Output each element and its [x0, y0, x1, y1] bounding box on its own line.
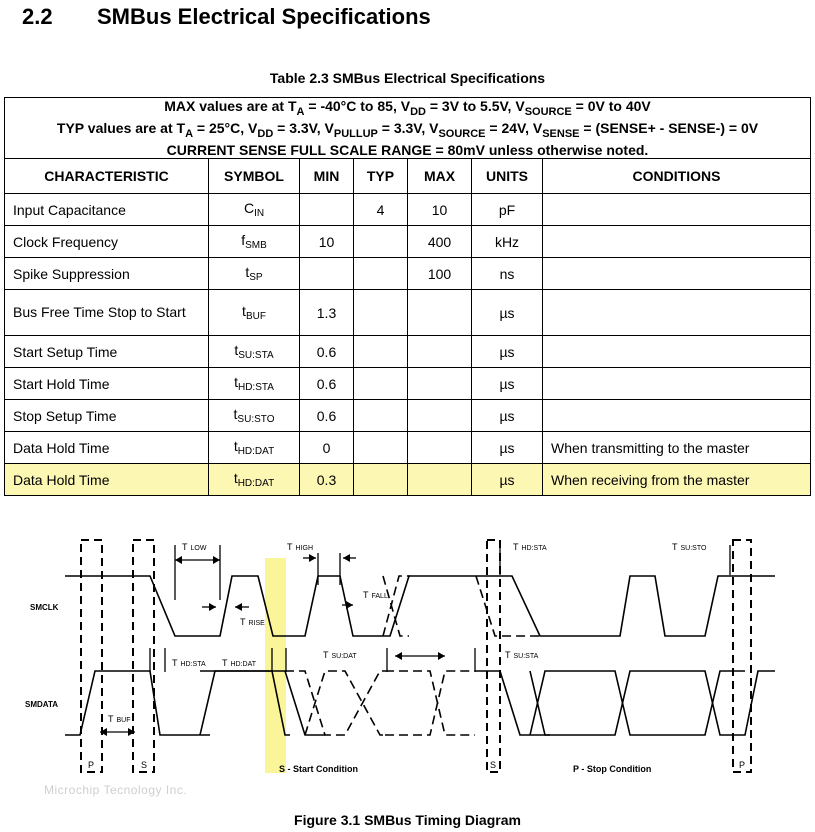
conditions-note	[5, 98, 811, 159]
conditions-subscript: SENSE	[542, 128, 580, 140]
units-cell: µs	[472, 432, 543, 464]
symbol-base: t	[233, 438, 238, 454]
t-hd-sta-top-label: T HD:STA	[513, 542, 547, 552]
conditions-cell: When transmitting to the master	[543, 432, 811, 464]
conditions-text: = 3.3V, V	[377, 120, 439, 136]
min-cell	[300, 258, 354, 290]
t-high-label: T HIGH	[287, 542, 313, 552]
column-header: MIN	[300, 159, 354, 194]
units-cell: µs	[472, 368, 543, 400]
symbol-cell	[209, 336, 300, 368]
table-row	[5, 368, 811, 400]
marker-s-right: S	[490, 760, 497, 770]
table-row	[5, 194, 811, 226]
typ-cell	[354, 464, 408, 496]
conditions-text: = 24V, V	[485, 120, 543, 136]
conditions-subscript: A	[185, 128, 194, 140]
symbol-subscript: BUF	[245, 311, 266, 322]
conditions-cell	[543, 336, 811, 368]
characteristic-cell: Stop Setup Time	[5, 400, 209, 432]
t-fall-label: T FALL	[363, 590, 388, 600]
t-rise-label: T RISE	[240, 617, 265, 627]
typ-cell	[354, 226, 408, 258]
t-hd-dat-label: T HD:DAT	[222, 658, 257, 668]
table-row	[5, 400, 811, 432]
typ-cell	[354, 368, 408, 400]
symbol-subscript: HD:DAT	[237, 446, 275, 457]
conditions-cell	[543, 290, 811, 336]
t-su-sto-label: T SU:STO	[672, 542, 707, 552]
max-cell	[408, 432, 472, 464]
marker-p-left: P	[88, 760, 95, 770]
symbol-base: t	[242, 303, 246, 319]
marker-s-left: S	[141, 760, 148, 770]
spec-table	[4, 97, 811, 496]
symbol-base: t	[234, 374, 238, 390]
min-cell: 0.3	[300, 464, 354, 496]
header-row	[5, 159, 811, 194]
highlight-band	[265, 558, 286, 773]
max-cell	[408, 336, 472, 368]
symbol-subscript: HD:STA	[237, 382, 274, 393]
symbol-subscript: HD:DAT	[237, 478, 275, 489]
conditions-subscript: SOURCE	[524, 106, 572, 118]
symbol-subscript: SMB	[245, 240, 267, 251]
conditions-text: = 25°C, V	[193, 120, 258, 136]
smclk-label: SMCLK	[30, 603, 59, 612]
conditions-subscript: DD	[410, 106, 426, 118]
t-hd-sta-label: T HD:STA	[172, 658, 206, 668]
symbol-base: t	[234, 342, 239, 358]
smdata-waveform	[65, 671, 775, 735]
conditions-line	[13, 142, 802, 158]
smclk-waveform	[65, 576, 775, 636]
symbol-base: C	[243, 200, 255, 216]
characteristic-cell: Input Capacitance	[5, 194, 209, 226]
conditions-line	[13, 98, 802, 120]
characteristic-cell: Clock Frequency	[5, 226, 209, 258]
symbol-subscript: SU:STA	[238, 350, 274, 361]
section-heading	[22, 4, 431, 30]
conditions-text: = -40°C to 85, V	[304, 98, 411, 114]
table-row	[5, 290, 811, 336]
column-header: UNITS	[472, 159, 543, 194]
units-cell: kHz	[472, 226, 543, 258]
conditions-text: TYP values are at T	[56, 120, 186, 136]
smdata-label: SMDATA	[25, 700, 59, 709]
units-cell: µs	[472, 290, 543, 336]
conditions-text: = 0V to 40V	[571, 98, 651, 114]
units-cell: pF	[472, 194, 543, 226]
typ-cell	[354, 336, 408, 368]
column-header: MAX	[408, 159, 472, 194]
symbol-subscript: SU:STO	[237, 414, 275, 425]
max-cell: 400	[408, 226, 472, 258]
typ-cell	[354, 258, 408, 290]
min-cell: 0.6	[300, 336, 354, 368]
characteristic-cell: Bus Free Time Stop to Start	[5, 290, 209, 336]
max-cell	[408, 368, 472, 400]
symbol-cell	[209, 226, 300, 258]
characteristic-cell: Start Setup Time	[5, 336, 209, 368]
units-cell: ns	[472, 258, 543, 290]
conditions-cell	[543, 258, 811, 290]
conditions-text: = 3.3V, V	[273, 120, 334, 136]
characteristic-cell: Start Hold Time	[5, 368, 209, 400]
min-cell: 0.6	[300, 368, 354, 400]
max-cell	[408, 464, 472, 496]
stop-condition-caption: P - Stop Condition	[573, 764, 652, 774]
t-low-label: T LOW	[182, 542, 207, 552]
symbol-base: t	[245, 264, 250, 280]
table-row	[5, 258, 811, 290]
conditions-cell	[543, 194, 811, 226]
conditions-subscript: SOURCE	[438, 128, 486, 140]
symbol-base: f	[241, 232, 246, 248]
conditions-cell	[543, 226, 811, 258]
table-row	[5, 336, 811, 368]
conditions-subscript: DD	[257, 128, 274, 140]
column-header: SYMBOL	[209, 159, 300, 194]
t-su-dat-label: T SU:DAT	[323, 650, 357, 660]
characteristic-cell: Spike Suppression	[5, 258, 209, 290]
min-cell: 0	[300, 432, 354, 464]
symbol-cell	[209, 258, 300, 290]
timing-markers	[100, 545, 730, 732]
symbol-cell	[209, 368, 300, 400]
t-su-sta-label: T SU:STA	[505, 650, 539, 660]
t-buf-label: T BUF	[108, 714, 131, 724]
symbol-cell	[209, 290, 300, 336]
max-cell	[408, 400, 472, 432]
conditions-subscript: A	[296, 106, 305, 118]
max-cell: 100	[408, 258, 472, 290]
conditions-text: MAX values are at T	[164, 98, 297, 114]
typ-cell	[354, 290, 408, 336]
symbol-base: t	[233, 406, 238, 422]
characteristic-cell: Data Hold Time	[5, 432, 209, 464]
table-row	[5, 432, 811, 464]
min-cell: 10	[300, 226, 354, 258]
symbol-subscript: SP	[249, 272, 263, 283]
characteristic-cell: Data Hold Time	[5, 464, 209, 496]
conditions-subscript: PULLUP	[333, 128, 378, 140]
min-cell: 1.3	[300, 290, 354, 336]
marker-p-right: P	[739, 760, 746, 770]
max-cell: 10	[408, 194, 472, 226]
table-row	[5, 226, 811, 258]
units-cell: µs	[472, 400, 543, 432]
table-row	[5, 464, 811, 496]
min-cell	[300, 194, 354, 226]
figure-caption: Figure 3.1 SMBus Timing Diagram	[294, 812, 521, 828]
section-number: 2.2	[22, 4, 53, 29]
symbol-cell	[209, 464, 300, 496]
typ-cell	[354, 400, 408, 432]
conditions-line	[13, 120, 802, 142]
typ-cell: 4	[354, 194, 408, 226]
conditions-text: = 3V to 5.5V, V	[425, 98, 525, 114]
min-cell: 0.6	[300, 400, 354, 432]
max-cell	[408, 290, 472, 336]
symbol-base: t	[233, 470, 238, 486]
symbol-cell	[209, 400, 300, 432]
units-cell: µs	[472, 464, 543, 496]
smbus-timing-diagram	[0, 526, 815, 806]
conditions-text: CURRENT SENSE FULL SCALE RANGE = 80mV unless otherwise noted.	[166, 142, 649, 158]
watermark: Microchip Tecnology Inc.	[44, 783, 188, 797]
symbol-cell	[209, 194, 300, 226]
symbol-cell	[209, 432, 300, 464]
conditions-cell: When receiving from the master	[543, 464, 811, 496]
table-caption: Table 2.3 SMBus Electrical Specifications	[269, 70, 546, 86]
units-cell: µs	[472, 336, 543, 368]
conditions-text: = (SENSE+ - SENSE-) = 0V	[579, 120, 759, 136]
conditions-cell	[543, 400, 811, 432]
section-title: SMBus Electrical Specifications	[97, 4, 431, 29]
symbol-subscript: IN	[254, 208, 265, 219]
column-header: TYP	[354, 159, 408, 194]
typ-cell	[354, 432, 408, 464]
conditions-cell	[543, 368, 811, 400]
column-header: CONDITIONS	[543, 159, 811, 194]
start-condition-caption: S - Start Condition	[279, 764, 358, 774]
column-header: CHARACTERISTIC	[5, 159, 209, 194]
